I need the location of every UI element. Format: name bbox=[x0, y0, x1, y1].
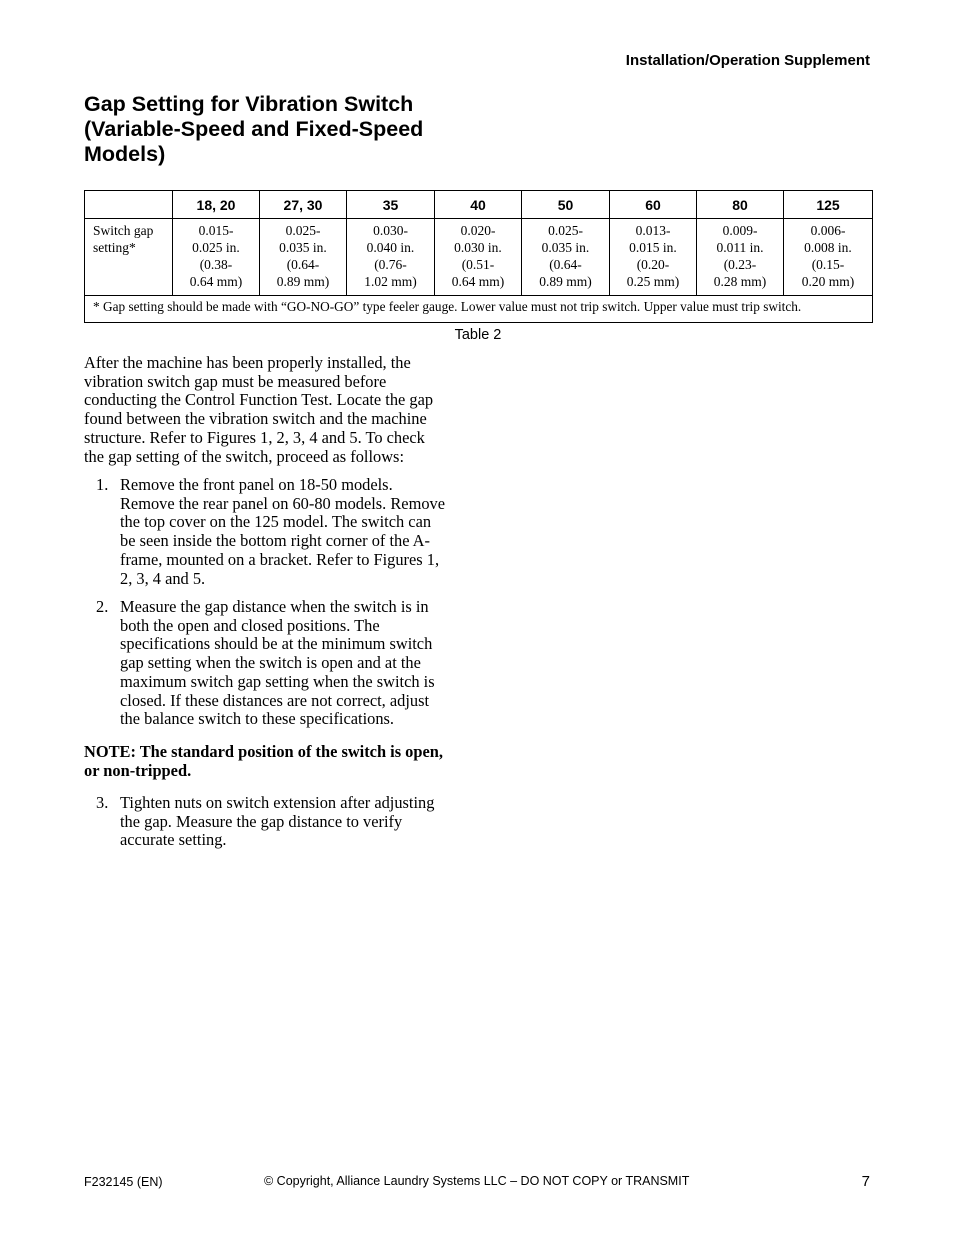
column-header: 125 bbox=[784, 191, 873, 219]
table-cell: 0.015- 0.025 in. (0.38- 0.64 mm) bbox=[173, 219, 260, 296]
column-header: 80 bbox=[697, 191, 784, 219]
table-footnote-row bbox=[85, 296, 873, 323]
table-cell: 0.020- 0.030 in. (0.51- 0.64 mm) bbox=[435, 219, 522, 296]
paragraph-line: vibration switch gap must be measured before bbox=[84, 371, 387, 391]
page-number: 7 bbox=[861, 1173, 870, 1190]
footer-copyright: © Copyright, Alliance Laundry Systems LLC – DO NOT COPY or TRANSMIT bbox=[264, 1174, 690, 1188]
note-paragraph bbox=[84, 743, 464, 780]
heading-line: Models) bbox=[84, 142, 166, 166]
table-footnote: * Gap setting should be made with “GO-NO-GO” type feeler gauge. Lower value must not trip switch. Upper value must trip switch. bbox=[85, 296, 873, 323]
step-text: Remove the front panel on 18-50 models. Remove the rear panel on 60-80 models. Remove the top cover on the 125 model. The switch can be seen inside the bottom right corner of the A- frame, mounted on a bracket. Refer to Figures 1, 2, 3, 4 and 5. bbox=[120, 475, 445, 588]
paragraph-line: structure. Refer to Figures 1, 2, 3, 4 and 5. To check bbox=[84, 427, 425, 447]
step-text: Tighten nuts on switch extension after adjusting the gap. Measure the gap distance to verify accurate setting. bbox=[120, 793, 435, 850]
table-row bbox=[85, 219, 873, 296]
note-line: or non-tripped. bbox=[84, 760, 192, 780]
heading-line: (Variable-Speed and Fixed-Speed bbox=[84, 117, 424, 141]
heading-line: Gap Setting for Vibration Switch bbox=[84, 92, 414, 116]
step-text: Measure the gap distance when the switch is in both the open and closed positions. The specifications should be at the minimum switch gap setting when the switch is open and at the maximum switch gap setting when the switch is closed. If these distances are not correct, adjust the balance switch to these specifications. bbox=[120, 597, 435, 729]
paragraph-line: conducting the Control Function Test. Locate the gap bbox=[84, 390, 434, 410]
table-caption: Table 2 bbox=[454, 327, 502, 343]
table-cell: 0.006- 0.008 in. (0.15- 0.20 mm) bbox=[784, 219, 873, 296]
table-cell: 0.025- 0.035 in. (0.64- 0.89 mm) bbox=[260, 219, 347, 296]
step-number: 1. bbox=[96, 475, 109, 494]
step-number: 3. bbox=[96, 793, 109, 812]
paragraph-line: the gap setting of the switch, proceed as follows: bbox=[84, 446, 404, 466]
footer-doc-id: F232145 (EN) bbox=[84, 1175, 163, 1189]
column-header: 35 bbox=[347, 191, 435, 219]
column-header bbox=[85, 191, 173, 219]
table-cell: 0.013- 0.015 in. (0.20- 0.25 mm) bbox=[610, 219, 697, 296]
column-header: 60 bbox=[610, 191, 697, 219]
paragraph-line: After the machine has been properly installed, the bbox=[84, 353, 411, 372]
section-heading bbox=[84, 92, 464, 167]
table-cell: 0.025- 0.035 in. (0.64- 0.89 mm) bbox=[522, 219, 610, 296]
gap-setting-table bbox=[84, 190, 873, 323]
table-cell: 0.030- 0.040 in. (0.76- 1.02 mm) bbox=[347, 219, 435, 296]
row-label: Switch gap setting* bbox=[85, 219, 173, 296]
intro-paragraph bbox=[84, 354, 464, 466]
table-cell: 0.009- 0.011 in. (0.23- 0.28 mm) bbox=[697, 219, 784, 296]
paragraph-line: found between the vibration switch and the machine bbox=[84, 409, 427, 429]
step-number: 2. bbox=[96, 597, 109, 616]
column-header: 27, 30 bbox=[260, 191, 347, 219]
column-header: 40 bbox=[435, 191, 522, 219]
table-header-row bbox=[85, 191, 873, 219]
column-header: 50 bbox=[522, 191, 610, 219]
note-line: NOTE: The standard position of the switch is open, bbox=[84, 742, 443, 761]
header-title: Installation/Operation Supplement bbox=[625, 52, 870, 69]
column-header: 18, 20 bbox=[173, 191, 260, 219]
